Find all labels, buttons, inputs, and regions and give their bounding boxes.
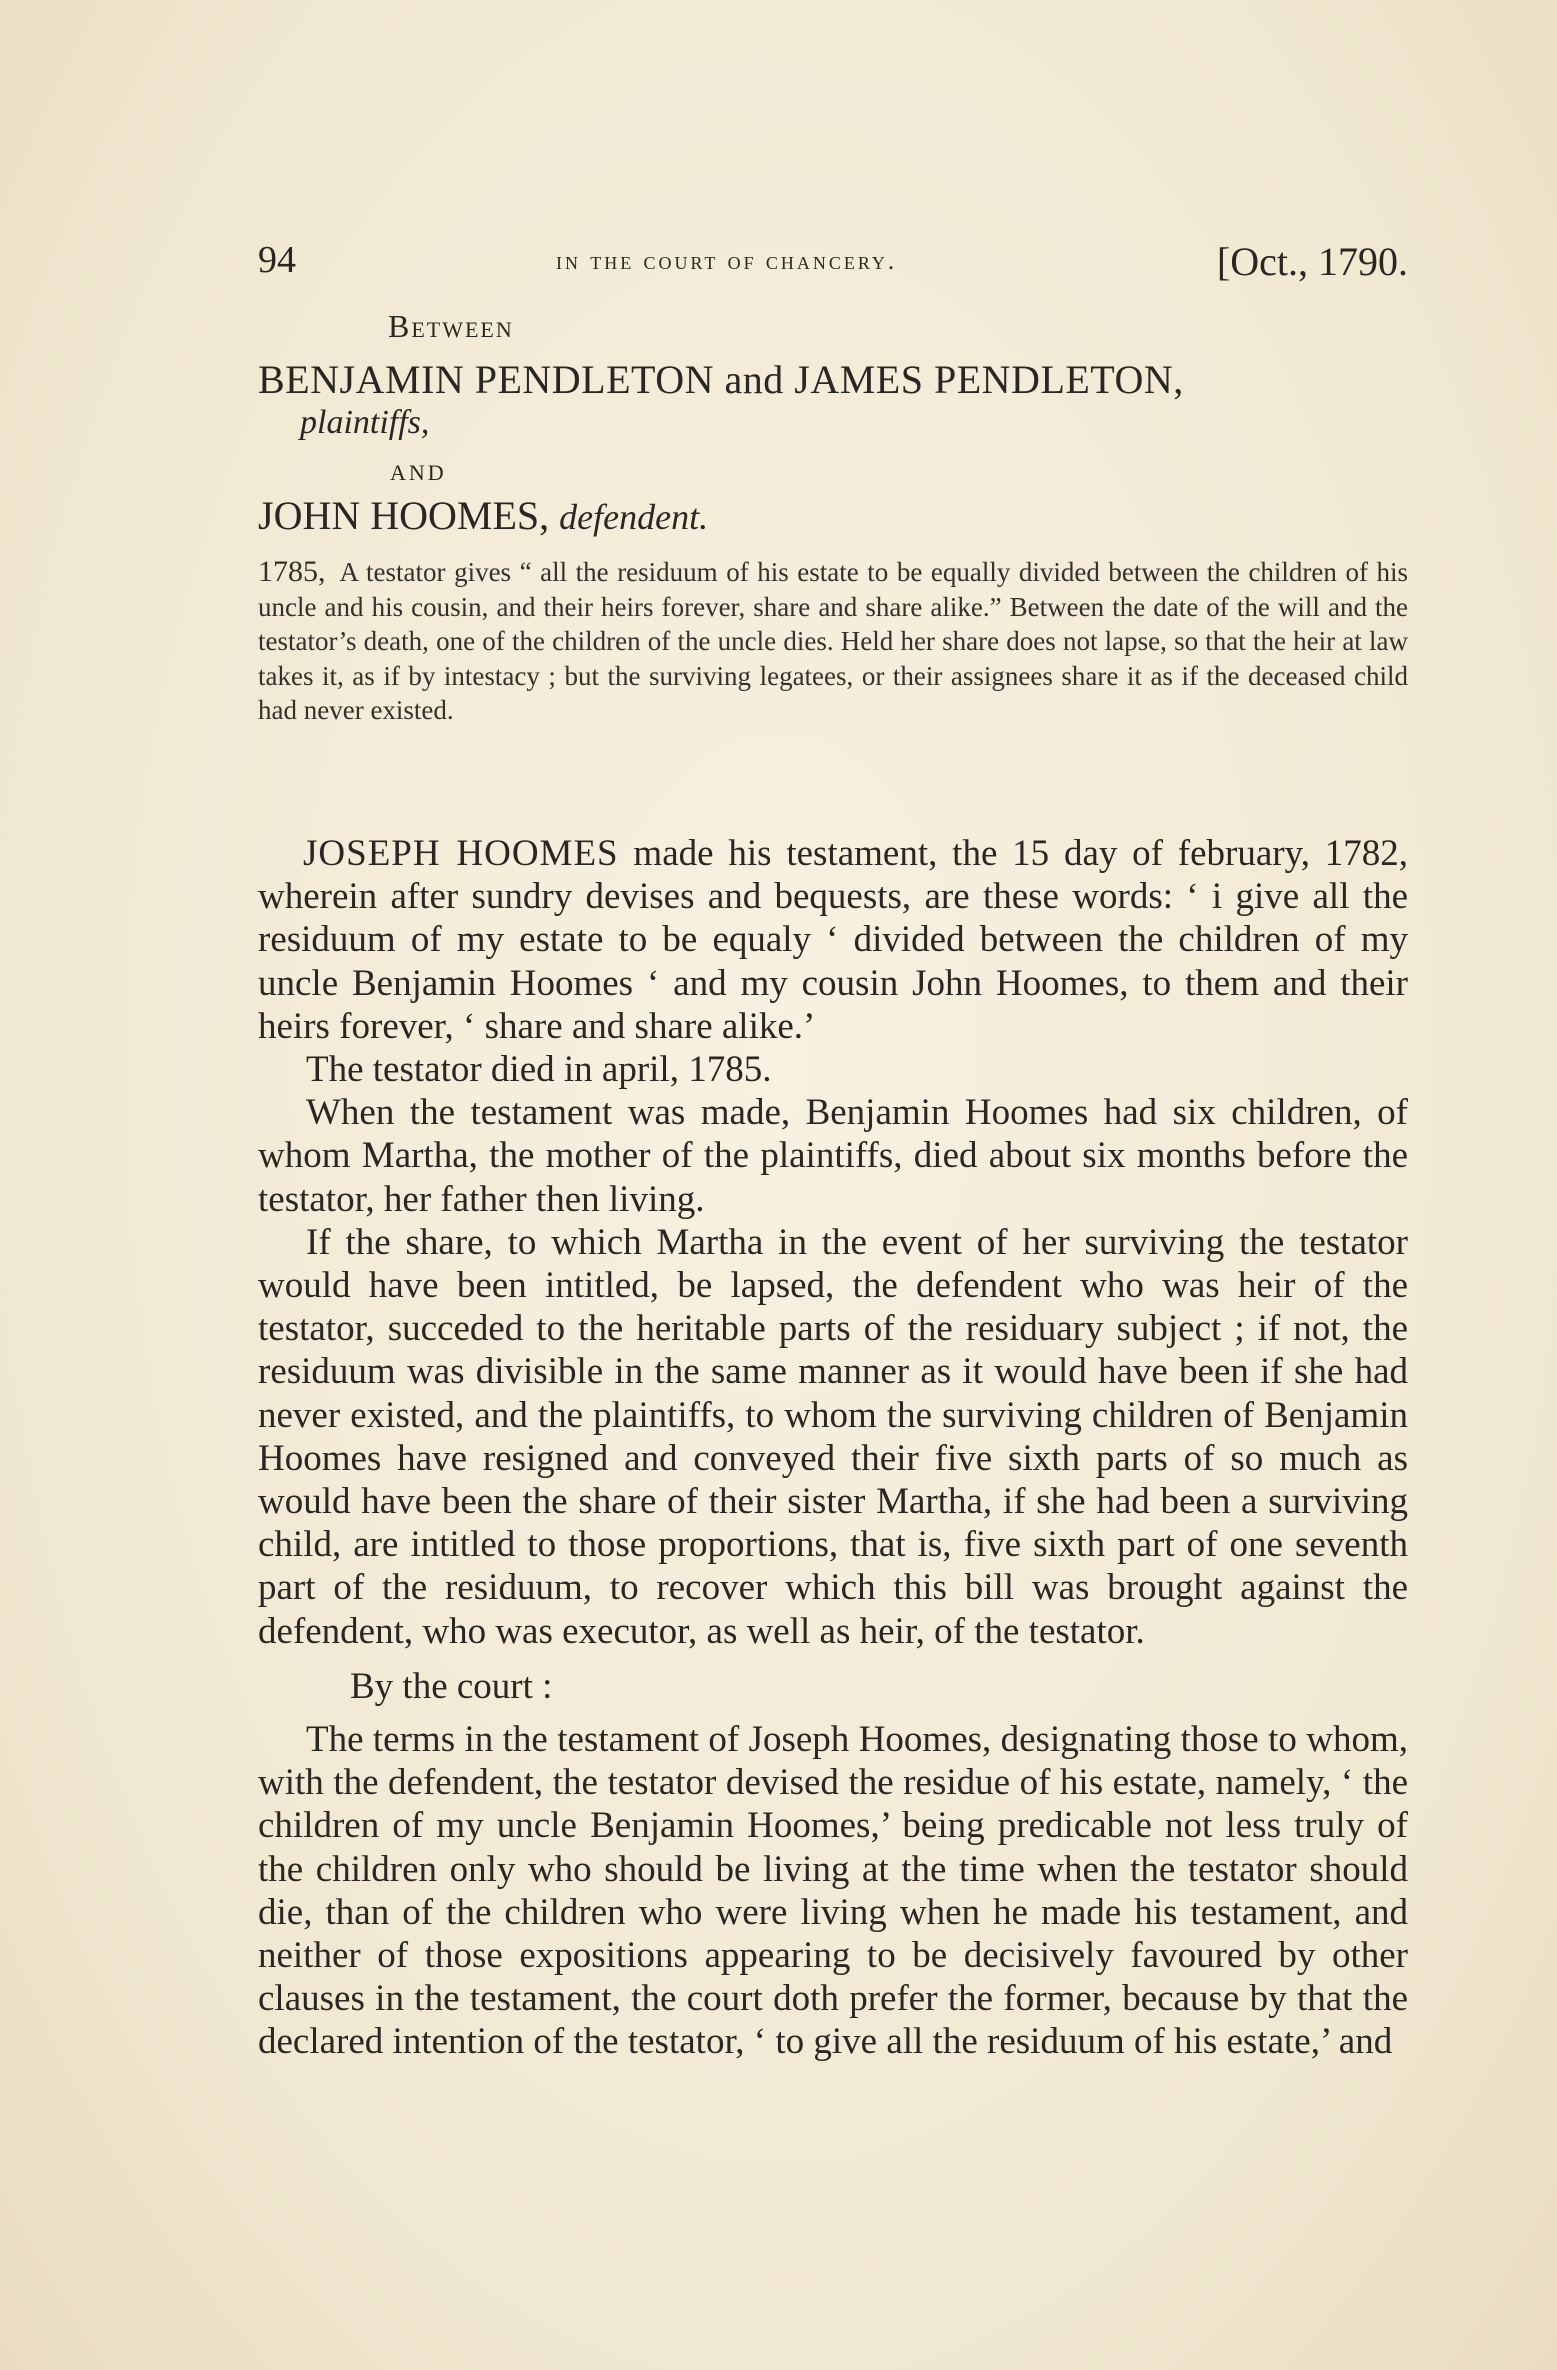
caption-and: AND (390, 460, 447, 485)
paragraph-4: If the share, to which Martha in the event of her surviving the testator would have been intitled, be lapsed, the defendent who was heir of the testator, succeded to the heritable parts of the residuary subject ; if not, the residuum was divisible in the same manner as it would have been if she had never existed, and the plaintiffs, to whom the surviving children of Benjamin Hoomes have resigned and conveyed their five sixth parts of so much as would have been the share of their sister Martha, if she had been a surviving child, are intitled to those proportions, that is, five sixth part of one seventh part of the residuum, to recover which this bill was brought against the defendent, who was executor, as well as heir, of the testator. (258, 1221, 1408, 1652)
paragraph-1-text: made his testament, the 15 day of february, 1782, wherein after sundry devises and bequests, are these words: ‘ i give all the residuum of my estate to be equaly ‘ divided between the children of my uncle Benjamin Hoomes ‘ and my cousin John Hoomes, to them and their heirs forever, ‘ share and share alike.’ (258, 833, 1408, 1047)
caption-defendant (258, 492, 708, 539)
paragraph-1-lead: JOSEPH HOOMES (303, 833, 619, 874)
paragraph-5: The terms in the testament of Joseph Hoomes, designating those to whom, with the defendent, the testator devised the residue of his estate, namely, ‘ the children of my uncle Benjamin Hoomes,’ being predicable not less truly of the children only who should be living at the time when the testator should die, than of the children who were living when he made his testament, and neither of those expositions appearing to be decisively favoured by other clauses in the testament, the court doth prefer the former, because by that the declared intention of the testator, ‘ to give all the residuum of his estate,’ and (258, 1719, 1408, 2063)
headnote-text: A testator gives “ all the residuum of his estate to be equally divided between the children of his uncle and his cousin, and their heirs forever, share and share alike.” Between the date of the will and the testator’s death, one of the children of the uncle dies. Held her share does not lapse, so that the heir at law takes it, as if by intestacy ; but the surviving legatees, or their assignees share it as if the deceased child had never existed. (258, 557, 1408, 725)
running-title: in the court of chancery. (556, 248, 898, 275)
opinion-body (258, 832, 1408, 2064)
caption-plaintiffs-label: plaintiffs, (300, 404, 430, 441)
caption-defendant-name: JOHN HOOMES, (258, 493, 550, 538)
running-header (258, 238, 1408, 298)
paragraph-1 (258, 832, 1408, 1048)
headnote-year: 1785, (258, 555, 326, 588)
caption-defendant-label: defendent. (559, 497, 709, 537)
paragraph-2: The testator died in april, 1785. (306, 1049, 772, 1091)
headnote (258, 555, 1408, 728)
by-the-court: By the court : (350, 1665, 553, 1707)
page-number: 94 (258, 239, 296, 281)
caption-plaintiffs-names: BENJAMIN PENDLETON and JAMES PENDLETON, (258, 357, 1184, 402)
running-date: [Oct., 1790. (1216, 239, 1408, 284)
paragraph-3: When the testament was made, Benjamin Hoomes had six children, of whom Martha, the mother of the plaintiffs, died about six months before the testator, her father then living. (258, 1092, 1408, 1220)
caption-between: Between (388, 308, 514, 344)
headnote-paragraph (258, 555, 1408, 728)
